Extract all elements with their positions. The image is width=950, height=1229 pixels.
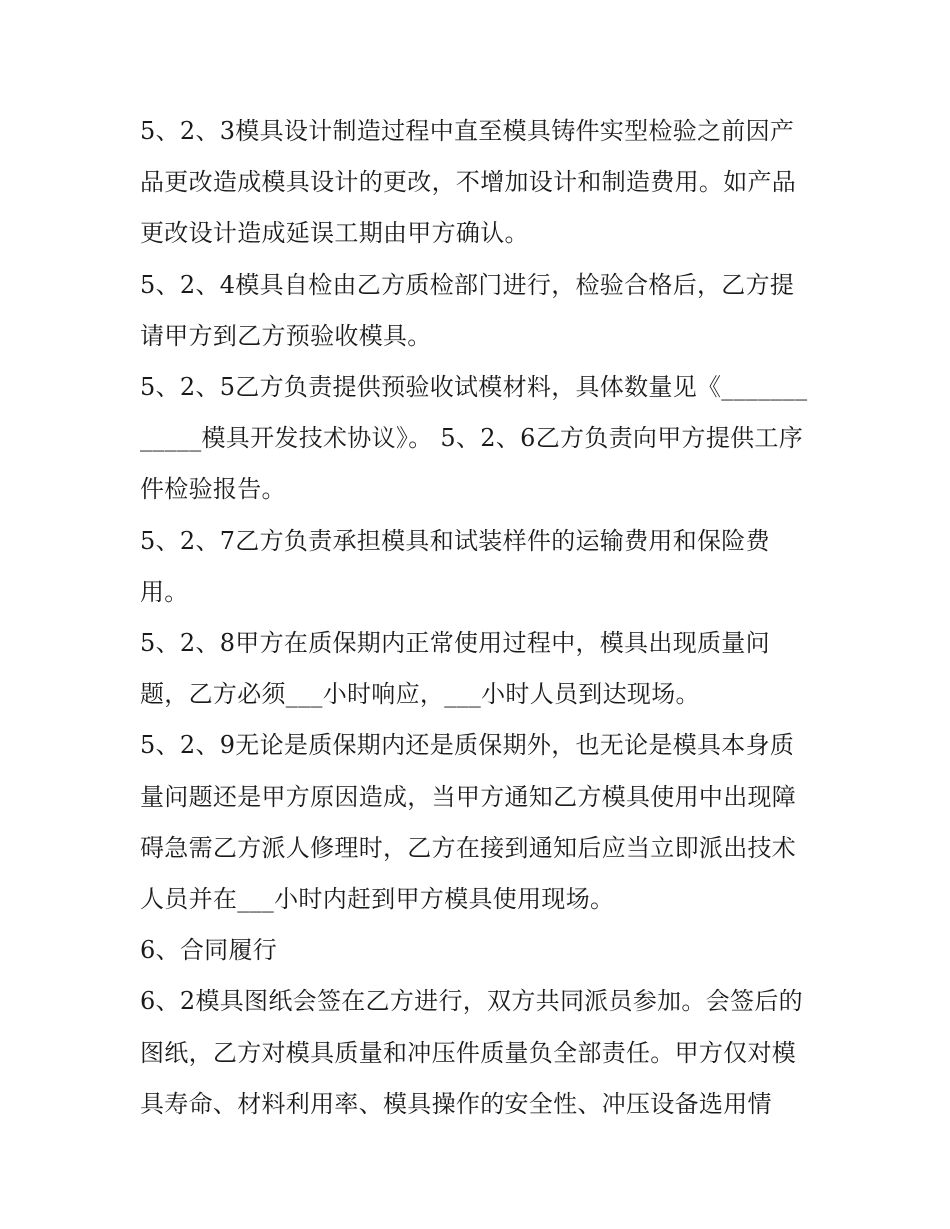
paragraph-5-2-4: 5、2、4模具自检由乙方质检部门进行，检验合格后，乙方提请甲方到乙方预验收模具。 <box>140 270 795 350</box>
paragraph-6-2: 6、2模具图纸会签在乙方进行，双方共同派员参加。会签后的图纸，乙方对模具质量和冲压件质量负全部责任。甲方仅对模具寿命、材料利用率、模具操作的安全性、冲压设备选用情 <box>140 987 803 1118</box>
section-heading-6: 6、合同履行 <box>140 936 278 965</box>
paragraph-5-2-3: 5、2、3模具设计制造过程中直至模具铸件实型检验之前因产品更改造成模具设计的更改，不增加设计和制造费用。如产品更改设计造成延误工期由甲方确认。 <box>140 117 797 248</box>
paragraph-5-2-7: 5、2、7乙方负责承担模具和试装样件的运输费用和保险费用。 <box>140 526 770 606</box>
paragraph-5-2-9: 5、2、9无论是质保期内还是质保期外，也无论是模具本身质量问题还是甲方原因造成，当甲方通知乙方模具使用中出现障碍急需乙方派人修理时，乙方在接到通知后应当立即派出技术人员并在___小时内赶到甲方模具使用现场。 <box>140 731 797 914</box>
document-body <box>140 106 816 1130</box>
paragraph-5-2-5: 5、2、5乙方负责提供预验收试模材料，具体数量见《____________模具开发技术协议》。 5、2、6乙方负责向甲方提供工序件检验报告。 <box>140 373 808 504</box>
paragraph-5-2-8: 5、2、8甲方在质保期内正常使用过程中，模具出现质量问题，乙方必须___小时响应，___小时人员到达现场。 <box>140 629 770 709</box>
